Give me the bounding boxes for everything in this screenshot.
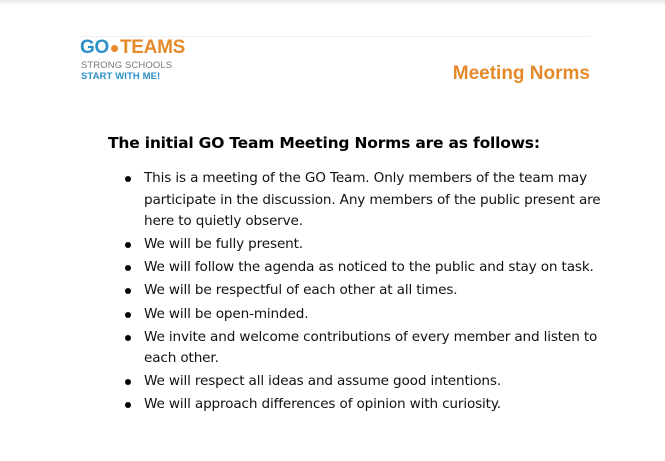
list-item-text: We will respect all ideas and assume good intentions. <box>144 373 501 390</box>
list-item-text: We will be respectful of each other at all times. <box>144 282 458 299</box>
bullet-icon <box>125 242 131 248</box>
bullet-icon <box>125 288 131 294</box>
list-item <box>122 394 602 416</box>
bullet-icon <box>125 312 131 318</box>
list-item-text: We will follow the agenda as noticed to the public and stay on task. <box>144 259 594 276</box>
page-title: Meeting Norms <box>452 63 590 84</box>
norms-heading: The initial GO Team Meeting Norms are as follows: <box>108 134 540 152</box>
list-item-text: We will approach differences of opinion with curiosity. <box>144 396 501 413</box>
logo-tagline-1: STRONG SCHOOLS <box>81 60 173 71</box>
logo-wordmark <box>80 38 185 58</box>
logo-tagline-2: START WITH ME! <box>81 71 161 82</box>
bullet-icon <box>125 379 131 385</box>
bullet-icon <box>125 402 131 408</box>
list-item <box>122 234 602 256</box>
norms-list <box>122 168 602 418</box>
list-item <box>122 304 602 326</box>
list-item-text: We invite and welcome contributions of every member and listen to each other. <box>144 328 598 367</box>
list-item <box>122 280 602 302</box>
bullet-icon <box>125 265 131 271</box>
page-top-edge <box>0 0 665 6</box>
list-item-text: This is a meeting of the GO Team. Only members of the team may participate in the discussion. Any members of the public present are here to quietly observe. <box>144 170 601 230</box>
bullet-icon <box>125 176 131 182</box>
bullet-icon <box>125 335 131 341</box>
logo-go-text: GO <box>80 37 109 58</box>
go-teams-logo <box>80 38 240 88</box>
list-item <box>122 327 602 370</box>
logo-dot-icon <box>111 45 118 52</box>
list-item <box>122 257 602 279</box>
list-item <box>122 371 602 393</box>
logo-teams-text: TEAMS <box>119 37 185 58</box>
list-item-text: We will be open-minded. <box>144 305 309 322</box>
list-item-text: We will be fully present. <box>144 236 303 253</box>
list-item <box>122 168 602 233</box>
